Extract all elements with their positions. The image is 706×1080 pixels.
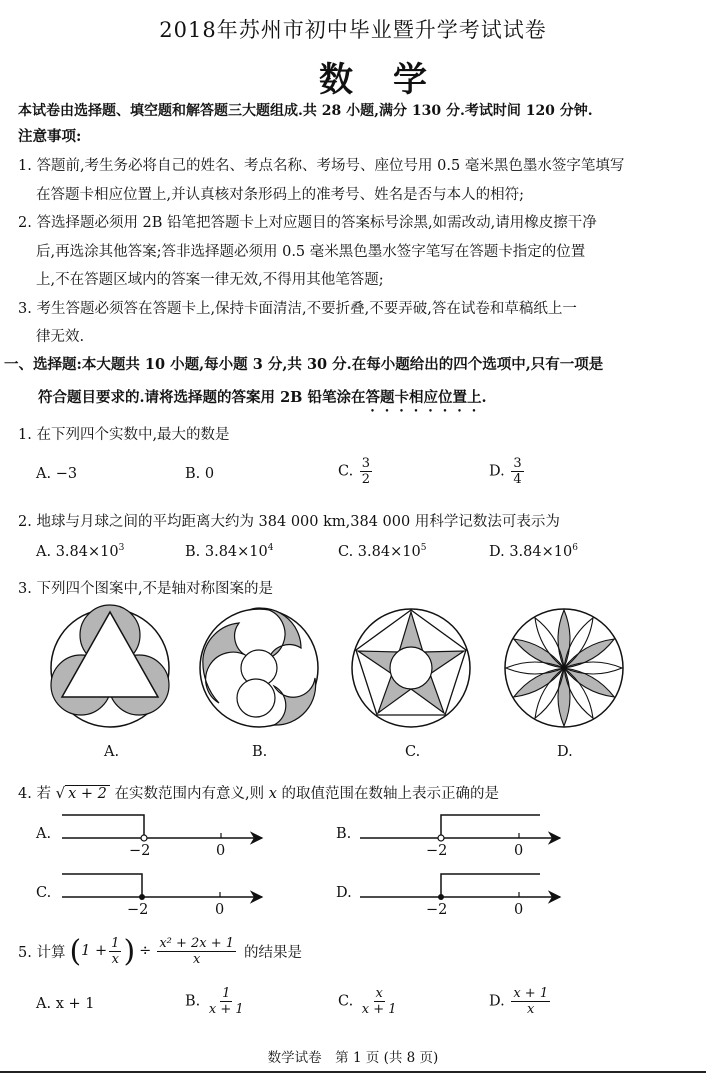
q5-option-a: A. x + 1 xyxy=(36,996,95,1012)
q4-label-b: B. xyxy=(336,826,352,842)
q1-option-b: B. 0 xyxy=(185,466,215,482)
emphasized-answer-card: 答题卡相应位置上 xyxy=(365,389,482,406)
exam-title: 2018年苏州市初中毕业暨升学考试试卷 xyxy=(159,18,547,42)
q4-line-b xyxy=(360,815,560,841)
q3-label-b: B. xyxy=(252,744,268,760)
page-footer: 数学试卷 第 1 页 (共 8 页) xyxy=(267,1050,439,1066)
q5-stem: 5. 计算 ( 1 + $\frac{1}{x}$ ) ÷ $\frac{\text{x² + 2x + 1}}{x}$ 的结果是 xyxy=(18,933,303,969)
q5-option-d: D. $\frac{x + 1}{x}$ xyxy=(489,986,549,1017)
q5-option-c: C. $\frac{x}{x + 1}$ xyxy=(338,986,397,1017)
q4-line-a xyxy=(62,815,262,841)
note-3-line-2: 律无效. xyxy=(36,329,85,345)
q2-option-b: B. $3.84\times 10^4$ xyxy=(185,543,274,560)
q4-label-d: D. xyxy=(336,885,352,901)
note-1-line-1: 1. 答题前,考生务必将自己的姓名、考点名称、考场号、座位号用 0.5 毫米黑色墨水签字笔填写 xyxy=(18,158,625,174)
note-1-line-2: 在答题卡相应位置上,并认真核对条形码上的准考号、姓名是否与本人的相符; xyxy=(36,187,524,203)
note-2-line-2: 后,再选涂其他答案;答非选择题必须用 0.5 毫米黑色墨水签字笔写在答题卡指定的位置 xyxy=(36,244,586,260)
q4-d-tick-zero: 0 xyxy=(514,902,524,918)
subject-title: 数学 xyxy=(319,60,467,100)
q4-b-tick-zero: 0 xyxy=(514,843,524,859)
q2-option-d: D. $3.84\times 10^6$ xyxy=(489,543,578,560)
note-2-line-3: 上,不在答题区域内的答案一律无效,不得用其他笔答题; xyxy=(36,272,384,288)
q4-a-tick-zero: 0 xyxy=(216,843,226,859)
q4-line-c xyxy=(62,874,262,900)
q3-figure-a xyxy=(51,605,169,727)
q4-stem: 4. 若 √ x + 2 在实数范围内有意义,则 x 的取值范围在数轴上表示正确的是 xyxy=(18,784,500,802)
q4-d-tick-neg2: −2 xyxy=(426,902,448,918)
q3-figure-c xyxy=(352,609,470,727)
q3-label-c: C. xyxy=(405,744,421,760)
q3-figure-d xyxy=(505,609,623,727)
q4-c-tick-neg2: −2 xyxy=(127,902,149,918)
q4-radicand: x + 2 xyxy=(65,785,110,802)
notes-heading: 注意事项: xyxy=(18,128,82,145)
q4-line-d xyxy=(360,874,560,900)
q4-label-a: A. xyxy=(36,826,52,842)
note-2-line-1: 2. 答选择题必须用 2B 铅笔把答题卡上对应题目的答案标号涂黑,如需改动,请用橡皮擦干净 xyxy=(18,215,597,231)
q4-label-c: C. xyxy=(36,885,52,901)
q4-a-tick-neg2: −2 xyxy=(129,843,151,859)
q3-label-a: A. xyxy=(104,744,120,760)
q4-number-lines xyxy=(0,805,706,925)
section-1-heading-line-2: 符合题目要求的.请将选择题的答案用 2B 铅笔涂在答题卡相应位置上. xyxy=(38,389,487,406)
q2-stem: 2. 地球与月球之间的平均距离大约为 384 000 km,384 000 用科学记数法可表示为 xyxy=(18,514,560,530)
q2-option-a: A. $3.84\times 10^3$ xyxy=(36,543,125,560)
q4-b-tick-neg2: −2 xyxy=(426,843,448,859)
q3-stem: 3. 下列四个图案中,不是轴对称图案的是 xyxy=(18,581,274,597)
q1-option-a: A. −3 xyxy=(36,466,78,482)
q1-option-d: D. $\frac{3}{4}$ xyxy=(489,456,522,487)
exam-intro: 本试卷由选择题、填空题和解答题三大题组成.共 28 小题,满分 130 分.考试时间 120 分钟. xyxy=(18,103,593,119)
q5-option-b: B. $\frac{1}{x + 1}$ xyxy=(185,986,244,1017)
q3-figure-b xyxy=(200,608,318,727)
note-3-line-1: 3. 考生答题必须答在答题卡上,保持卡面清洁,不要折叠,不要弄破,答在试卷和草稿纸上一 xyxy=(18,301,577,317)
q1-stem: 1. 在下列四个实数中,最大的数是 xyxy=(18,427,230,443)
q1-option-c: C. $\frac{3}{2}$ xyxy=(338,456,371,487)
q4-c-tick-zero: 0 xyxy=(215,902,225,918)
section-1-heading-line-1: 一、选择题:本大题共 10 小题,每小题 3 分,共 30 分.在每小题给出的四个选项中,只有一项是 xyxy=(4,356,604,373)
q2-option-c: C. $3.84\times 10^5$ xyxy=(338,543,427,560)
q3-label-d: D. xyxy=(557,744,573,760)
footer-rule xyxy=(0,1071,706,1073)
